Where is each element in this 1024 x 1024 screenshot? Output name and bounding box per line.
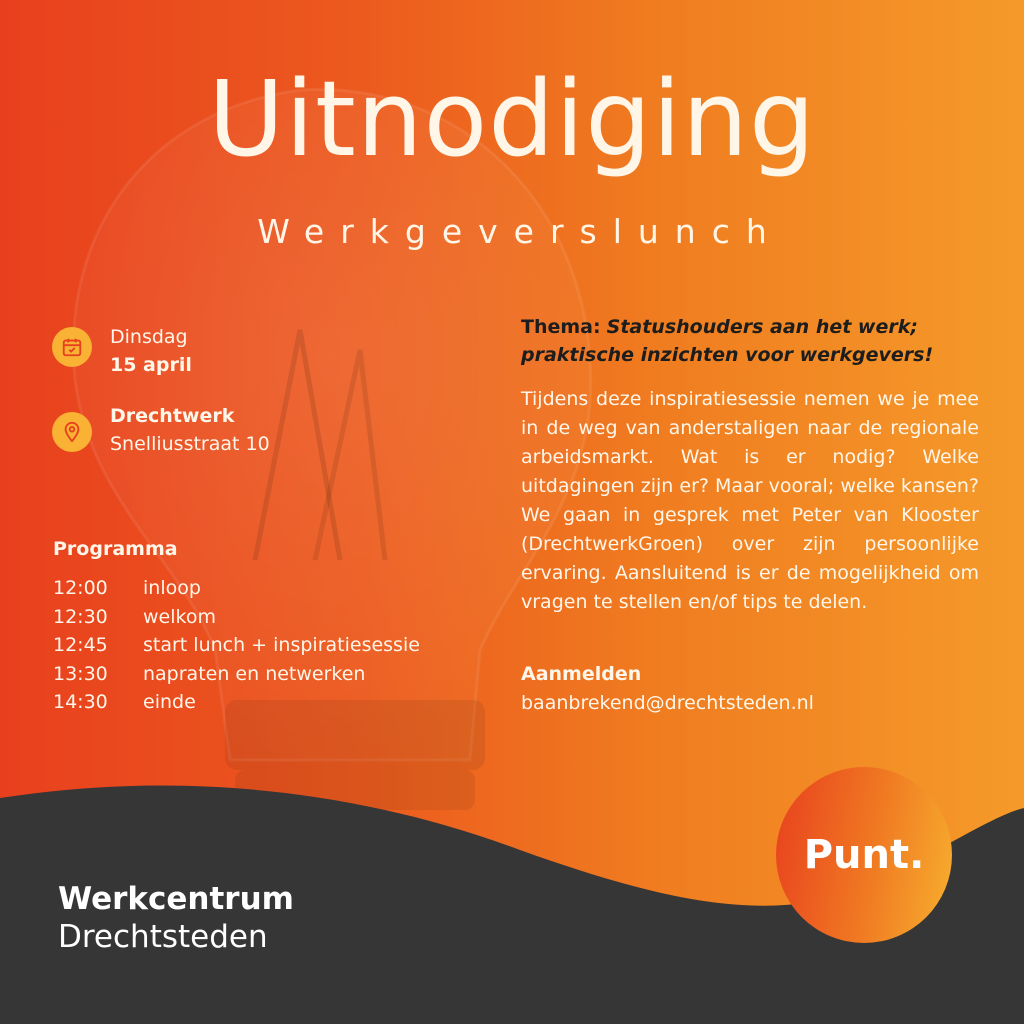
programma-label: inloop bbox=[143, 577, 201, 599]
programma-label: welkom bbox=[143, 605, 216, 628]
programma-time: 12:00 bbox=[53, 577, 108, 599]
punt-logo: Punt. bbox=[776, 767, 952, 943]
location-pin-icon bbox=[52, 412, 92, 452]
description-text: Tijdens deze inspiratiesessie nemen we je mee in de weg van anderstaligen naar de regionale arbeidsmarkt. Wat is er nodig? Welke uitdagingen zijn er? Maar vooral; welke kansen? We gaan in gesprek met Peter van Klooster (DrechtwerkGroen) over zijn persoonlijke ervaring. Aansluitend is er de mogelijkheid om vragen te stellen en/of tips te delen. bbox=[521, 388, 979, 613]
thema-line1: Statushouders aan het werk; bbox=[606, 316, 918, 338]
programma-item bbox=[53, 631, 420, 660]
programma-item bbox=[53, 603, 420, 632]
thema-block bbox=[521, 313, 979, 369]
programma-label: napraten en netwerken bbox=[143, 662, 366, 685]
page-subtitle: Werkgeverslunch bbox=[257, 212, 783, 251]
page-title: Uitnodiging bbox=[207, 58, 817, 180]
programma-time: 12:30 bbox=[53, 605, 108, 628]
date-info bbox=[52, 323, 192, 379]
werkcentrum-logo bbox=[58, 880, 294, 956]
location-info bbox=[52, 402, 270, 458]
programma-time: 13:30 bbox=[53, 662, 108, 685]
programma-time: 14:30 bbox=[53, 691, 108, 713]
programma-time: 12:45 bbox=[53, 634, 108, 656]
programma-title: Programma bbox=[53, 538, 178, 560]
venue-name: Drechtwerk bbox=[110, 405, 235, 427]
aanmelden-email-link[interactable]: baanbrekend@drechtsteden.nl bbox=[521, 692, 814, 714]
event-date: 15 april bbox=[110, 354, 192, 376]
programma-label: einde bbox=[143, 691, 196, 713]
aanmelden-block bbox=[521, 660, 979, 718]
aanmelden-label: Aanmelden bbox=[521, 663, 642, 685]
programma-item bbox=[53, 660, 420, 689]
programma-item bbox=[53, 574, 420, 603]
programma-label: start lunch + inspiratiesessie bbox=[143, 634, 420, 656]
thema-line2: praktische inzichten voor werkgevers! bbox=[521, 344, 934, 366]
venue-address: Snelliusstraat 10 bbox=[110, 433, 270, 455]
brand-line2: Drechtsteden bbox=[58, 919, 268, 955]
programma-item bbox=[53, 688, 420, 717]
event-day: Dinsdag bbox=[110, 326, 188, 348]
brand-line1: Werkcentrum bbox=[58, 881, 294, 917]
calendar-icon bbox=[52, 327, 92, 367]
thema-label: Thema: bbox=[521, 316, 601, 338]
programma-list bbox=[53, 574, 420, 717]
